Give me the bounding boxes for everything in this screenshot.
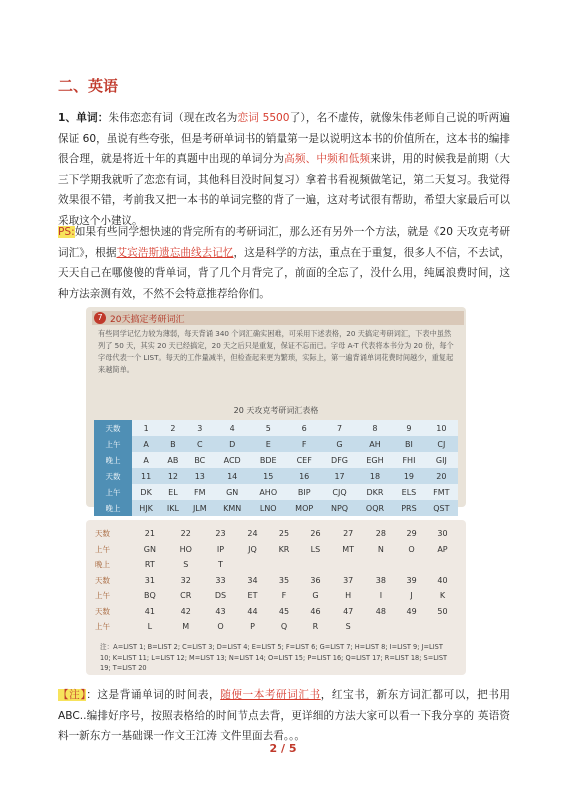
table-cell: A bbox=[132, 436, 160, 452]
table-cell: 16 bbox=[286, 468, 322, 484]
table-row bbox=[94, 420, 458, 436]
table-cell: O bbox=[217, 622, 224, 632]
table-cell: 17 bbox=[322, 468, 357, 484]
table-cell: 19 bbox=[393, 468, 425, 484]
row-label: 晚上 bbox=[95, 560, 110, 570]
table-cell: R bbox=[312, 622, 319, 632]
table-cell: S bbox=[345, 622, 351, 632]
table-cell: 23 bbox=[215, 529, 226, 539]
row-label: 上午 bbox=[94, 484, 132, 500]
table-cell: D bbox=[214, 436, 250, 452]
table-cell: MOP bbox=[286, 500, 322, 516]
note-label: 【注】 bbox=[58, 689, 87, 701]
table-cell: 34 bbox=[247, 575, 258, 585]
table-cell: DKR bbox=[357, 484, 393, 500]
text-run: 了），名不虚传，就像朱伟老师自己说的听两遍保证 60，虽说有些夸张，但是考研单词书的销量第一是以说明这本书的价值所在，这本书的编排很合理，就是将近十年的真题中出现的单词分为 bbox=[58, 112, 511, 165]
table-cell bbox=[237, 557, 268, 573]
table-cell: F bbox=[281, 591, 287, 601]
table-cell: 32 bbox=[180, 575, 191, 585]
table-row bbox=[94, 436, 458, 452]
image-description: 有些同学记忆力较为薄弱，每天背诵 340 个词汇确实困难，可采用下述表格，20 天搞定考研词汇，下表中虽然列了 50 天，其实 20 天已经搞定，20 天之后只是重复，保证不忘而已。字母 A-T 代表将本书分为 20 份，每个字母代表一个 LIST。每天的工作量减半，但检查起来更为繁琐，实际上，第一遍背诵单词花费时间越少，重复起来越简单。 bbox=[98, 329, 454, 374]
table-cell: 50 bbox=[437, 606, 448, 616]
text-run: 如果有些同学想快速的背完所有的考研词汇，那么还有另外一个方法，就是《20 天攻克考研词汇》，根据 bbox=[58, 226, 510, 259]
table-row bbox=[94, 500, 458, 516]
text-run: 朱伟恋恋有词（现在改名为 bbox=[108, 112, 238, 124]
table-cell: BIP bbox=[286, 484, 322, 500]
table-cell: O bbox=[408, 544, 415, 554]
table-cell: F bbox=[286, 436, 322, 452]
table-cell: AP bbox=[437, 544, 448, 554]
table-cell: BC bbox=[186, 452, 214, 468]
table-cell: EL bbox=[160, 484, 185, 500]
image-title: 20天搞定考研词汇 bbox=[110, 315, 185, 325]
table-cell: P bbox=[250, 622, 255, 632]
table-cell: FMT bbox=[425, 484, 458, 500]
table-cell: AB bbox=[160, 452, 185, 468]
table-cell: 38 bbox=[375, 575, 386, 585]
table-cell: 22 bbox=[180, 529, 191, 539]
table-cell: 6 bbox=[286, 420, 322, 436]
table-cell: EGH bbox=[357, 452, 393, 468]
table-cell: 37 bbox=[343, 575, 354, 585]
row-label: 上午 bbox=[95, 622, 110, 632]
table-cell: CR bbox=[180, 591, 192, 601]
table-cell: JLM bbox=[186, 500, 214, 516]
table-cell: BI bbox=[393, 436, 425, 452]
row-label: 晚上 bbox=[94, 500, 132, 516]
table-cell: 49 bbox=[406, 606, 417, 616]
table-cell: S bbox=[183, 560, 189, 570]
row-label: 上午 bbox=[95, 591, 110, 601]
table-cell: ACD bbox=[214, 452, 250, 468]
table-cell: 28 bbox=[375, 529, 386, 539]
vocab-plan-image-1 bbox=[86, 307, 466, 513]
table-cell: IP bbox=[216, 544, 225, 554]
table-caption: 20 天攻克考研词汇表格 bbox=[233, 406, 319, 415]
table-cell: 39 bbox=[406, 575, 417, 585]
table-cell: K bbox=[439, 591, 446, 601]
table-cell: 46 bbox=[310, 606, 321, 616]
table-cell: 25 bbox=[278, 529, 290, 539]
table-cell: BQ bbox=[143, 591, 156, 601]
table-cell: FM bbox=[186, 484, 214, 500]
table-cell: PRS bbox=[393, 500, 425, 516]
table-cell: MT bbox=[342, 544, 355, 554]
table-cell: 26 bbox=[310, 529, 321, 539]
table-cell bbox=[331, 557, 366, 573]
table-cell: B bbox=[160, 436, 185, 452]
table-cell: NPQ bbox=[322, 500, 357, 516]
table-cell: 18 bbox=[357, 468, 393, 484]
table-cell: GN bbox=[214, 484, 250, 500]
row-label: 天数 bbox=[95, 606, 110, 616]
text-run: ，这是科学的方法，重点在于重复，很多人不信，不去试，天天自己在哪傻傻的背单词，背了几个月背完了，前面的全忘了，没什么用，纯属浪费时间，这种方法亲测有效，不然不会特意推荐给你们。 bbox=[58, 246, 511, 300]
table-cell: 45 bbox=[278, 606, 290, 616]
table-cell: RT bbox=[144, 560, 155, 570]
table-cell: 20 bbox=[425, 468, 458, 484]
table-cell: 13 bbox=[186, 468, 214, 484]
table-cell: 30 bbox=[437, 529, 448, 539]
table-cell: 44 bbox=[247, 606, 258, 616]
highlight-any-book: 随便一本考研词汇书 bbox=[220, 689, 321, 701]
table-row bbox=[94, 588, 458, 604]
table-cell: I bbox=[379, 591, 383, 601]
table-cell: CEF bbox=[286, 452, 322, 468]
table-cell bbox=[396, 619, 427, 635]
list-legend: 注：A=LIST 1; B=LIST 2; C=LIST 3; D=LIST 4; E=LIST 5; F=LIST 6; G=LIST 7; H=LIST 8; I=LIST 9; J=LIST 10; K=LIST 11; L=LIST 12; M=LIST 13; N=LIST 14; O=LIST 15; P=LIST 16; Q=LIST 17; R=LIST 18; S=LIST 19; T=LIST 20 bbox=[100, 643, 448, 672]
row-label: 晚上 bbox=[94, 452, 132, 468]
text-run: ：这是背诵单词的时间表， bbox=[86, 689, 221, 701]
table-cell: AHO bbox=[250, 484, 286, 500]
table-cell: 47 bbox=[343, 606, 354, 616]
table-cell: 48 bbox=[375, 606, 386, 616]
table-row bbox=[94, 484, 458, 500]
table-cell: M bbox=[182, 622, 190, 632]
table-cell: DS bbox=[214, 591, 227, 601]
table-cell: 4 bbox=[214, 420, 250, 436]
table-cell: KR bbox=[278, 544, 290, 554]
table-cell: GN bbox=[143, 544, 156, 554]
table-cell: 11 bbox=[132, 468, 160, 484]
table-cell: 33 bbox=[215, 575, 226, 585]
table-cell: G bbox=[322, 436, 357, 452]
table-cell: DK bbox=[132, 484, 160, 500]
table-cell: 1 bbox=[132, 420, 160, 436]
table-cell: CJ bbox=[425, 436, 458, 452]
table-row bbox=[94, 452, 458, 468]
table-cell: 31 bbox=[144, 575, 155, 585]
table-cell: T bbox=[218, 560, 223, 570]
table-row bbox=[94, 526, 458, 542]
table-cell: OQR bbox=[357, 500, 393, 516]
table-cell: BDE bbox=[250, 452, 286, 468]
paragraph-vocabulary bbox=[58, 108, 510, 231]
table-cell: E bbox=[250, 436, 286, 452]
table-row bbox=[94, 557, 458, 573]
row-label: 上午 bbox=[95, 544, 110, 554]
paragraph-note bbox=[58, 685, 510, 747]
highlight-book-name: 恋词 5500 bbox=[237, 112, 290, 124]
table-cell: 9 bbox=[393, 420, 425, 436]
table-cell: 15 bbox=[250, 468, 286, 484]
table-cell: ELS bbox=[393, 484, 425, 500]
ps-label: PS: bbox=[58, 226, 75, 238]
table-cell bbox=[366, 619, 397, 635]
image-title-bar bbox=[92, 311, 464, 325]
number-badge: 7 bbox=[94, 312, 106, 324]
table-cell: 12 bbox=[160, 468, 185, 484]
row-label: 天数 bbox=[95, 529, 110, 539]
table-cell: 10 bbox=[425, 420, 458, 436]
table-cell bbox=[396, 557, 427, 573]
table-row bbox=[94, 573, 458, 589]
row-label: 天数 bbox=[94, 468, 132, 484]
table-cell: G bbox=[312, 591, 319, 601]
table-cell: QST bbox=[425, 500, 458, 516]
table-cell: AH bbox=[357, 436, 393, 452]
table-cell: LNO bbox=[250, 500, 286, 516]
section-heading: 二、英语 bbox=[58, 77, 119, 95]
text-run: 来讲，用的时候我是前期（大三下学期我就听了恋恋有词，其他科目没时间复习）拿着书看视频做笔记，第二天复习。我觉得效果很不错，考前我又把一本书的单词完整的背了一遍，这对考试很有帮助，希望大家最后可以采取这个小建议。 bbox=[58, 153, 511, 227]
table-cell: H bbox=[345, 591, 352, 601]
table-cell: 2 bbox=[160, 420, 185, 436]
table-cell: KMN bbox=[214, 500, 250, 516]
paragraph-ps bbox=[58, 222, 510, 304]
row-label: 天数 bbox=[94, 420, 132, 436]
vocab-plan-image-2 bbox=[86, 520, 466, 675]
table-cell: 40 bbox=[437, 575, 448, 585]
highlight-frequency: 高频、中频和低频 bbox=[284, 153, 371, 165]
table-cell: 41 bbox=[144, 606, 155, 616]
table-cell: A bbox=[132, 452, 160, 468]
text-run: ，红宝书，新东方词汇都可以，把书用 ABC..编排好序号，按照表格给的时间节点去背，更详细的方法大家可以看一下我分享的 英语资料一新东方一基础课一作文王江涛 文件里面去看。。。 bbox=[58, 689, 511, 742]
table-cell bbox=[427, 619, 458, 635]
table-cell bbox=[366, 557, 397, 573]
table-cell: 7 bbox=[322, 420, 357, 436]
table-cell: N bbox=[377, 544, 384, 554]
table-cell: 21 bbox=[144, 529, 155, 539]
table-cell bbox=[300, 557, 331, 573]
table-cell: 5 bbox=[250, 420, 286, 436]
table-cell: L bbox=[147, 622, 153, 632]
table-cell: Q bbox=[280, 622, 288, 632]
table-cell: 8 bbox=[357, 420, 393, 436]
table-cell: JQ bbox=[248, 544, 257, 554]
table-cell: 24 bbox=[247, 529, 258, 539]
table-cell bbox=[268, 557, 300, 573]
table-cell: 35 bbox=[278, 575, 290, 585]
table-cell: HJK bbox=[132, 500, 160, 516]
table-cell: 27 bbox=[343, 529, 354, 539]
schedule-table-2 bbox=[94, 526, 458, 635]
table-row bbox=[94, 604, 458, 620]
table-row bbox=[94, 542, 458, 558]
table-cell: J bbox=[410, 591, 413, 601]
table-cell bbox=[427, 557, 458, 573]
item-label: 1、单词： bbox=[58, 112, 109, 124]
highlight-method: 艾宾浩斯遗忘曲线去记忆 bbox=[116, 246, 234, 259]
table-cell: IKL bbox=[160, 500, 185, 516]
table-cell: HO bbox=[179, 544, 192, 554]
table-cell: 14 bbox=[214, 468, 250, 484]
table-cell: DFG bbox=[322, 452, 357, 468]
table-cell: FHI bbox=[393, 452, 425, 468]
table-cell: 36 bbox=[310, 575, 321, 585]
table-cell: ET bbox=[247, 591, 258, 601]
row-label: 上午 bbox=[94, 436, 132, 452]
row-label: 天数 bbox=[95, 575, 110, 585]
table-cell: GIJ bbox=[425, 452, 458, 468]
table-cell: 3 bbox=[186, 420, 214, 436]
table-cell: CJQ bbox=[322, 484, 357, 500]
table-cell: 42 bbox=[180, 606, 191, 616]
table-row bbox=[94, 619, 458, 635]
table-cell: C bbox=[186, 436, 214, 452]
table-cell: 29 bbox=[406, 529, 417, 539]
table-cell: LS bbox=[310, 544, 321, 554]
table-row bbox=[94, 468, 458, 484]
schedule-table-1 bbox=[94, 403, 458, 516]
table-cell: 43 bbox=[215, 606, 226, 616]
page-number: 2 / 5 bbox=[269, 742, 297, 755]
